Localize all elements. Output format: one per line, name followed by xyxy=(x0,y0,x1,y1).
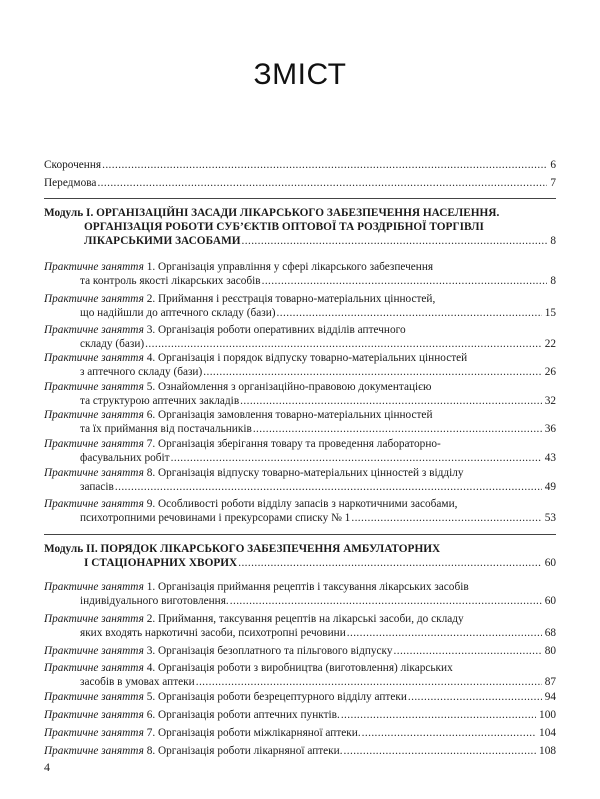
toc-page-number: 32 xyxy=(544,395,556,407)
lesson-title: Організація безоплатного та пільгового відпуску xyxy=(158,645,393,657)
toc-entry-practical-lesson[interactable] xyxy=(44,744,556,758)
toc-entry-practical-lesson[interactable] xyxy=(44,690,556,704)
toc-entry-practical-lesson[interactable] xyxy=(44,437,556,465)
lesson-title: Організація роботи безрецептурного відділу аптеки xyxy=(158,691,407,703)
lesson-number: 7. xyxy=(146,438,156,450)
lesson-title-cont: запасів xyxy=(80,481,114,493)
toc-entry-practical-lesson[interactable] xyxy=(44,380,556,408)
toc-page-number: 49 xyxy=(544,481,556,493)
lesson-number: 2. xyxy=(146,293,156,305)
leader-dots xyxy=(277,306,542,320)
leader-dots xyxy=(362,726,536,740)
toc-page-number: 15 xyxy=(544,307,556,319)
lesson-prefix: Практичне заняття xyxy=(44,438,144,450)
divider xyxy=(44,198,556,199)
leader-dots xyxy=(341,708,536,722)
lesson-number: 8. xyxy=(146,467,156,479)
lesson-title-cont: та структурою аптечних закладів xyxy=(80,395,240,407)
toc-page-number: 26 xyxy=(544,366,556,378)
toc-entry-practical-lesson[interactable] xyxy=(44,708,556,722)
leader-dots xyxy=(344,744,537,758)
toc-page-number: 60 xyxy=(544,595,556,607)
divider xyxy=(44,534,556,535)
lesson-title: Організація роботи з виробництва (виготовлення) лікарських xyxy=(158,662,453,674)
lesson-title: Організація роботи оперативних відділів аптечного xyxy=(158,324,406,336)
lesson-title-cont: психотропними речовинами і прекурсорами списку № 1 xyxy=(80,512,351,524)
toc-entry-module-2[interactable] xyxy=(44,542,556,570)
module-title-line: І СТАЦІОНАРНИХ ХВОРИХ xyxy=(84,557,238,569)
lesson-prefix: Практичне заняття xyxy=(44,581,144,593)
lesson-prefix: Практичне заняття xyxy=(44,645,144,657)
toc-entry-practical-lesson[interactable] xyxy=(44,497,556,525)
lesson-title: Ознайомлення з організаційно-правовою документацією xyxy=(158,381,432,393)
lesson-title-cont: індивідуального виготовлення. xyxy=(80,595,229,607)
toc-page-number: 7 xyxy=(550,177,556,189)
lesson-number: 1. xyxy=(146,261,156,273)
lesson-number: 7. xyxy=(146,727,156,739)
lesson-number: 3. xyxy=(146,324,156,336)
lesson-prefix: Практичне заняття xyxy=(44,662,144,674)
leader-dots xyxy=(145,337,542,351)
lesson-title: Організація приймання рецептів і таксування лікарських засобів xyxy=(158,581,469,593)
leader-dots xyxy=(262,274,548,288)
lesson-prefix: Практичне заняття xyxy=(44,727,144,739)
lesson-prefix: Практичне заняття xyxy=(44,409,144,421)
toc-entry-practical-lesson[interactable] xyxy=(44,612,556,640)
toc-page-number: 87 xyxy=(544,676,556,688)
toc-page-number: 60 xyxy=(544,557,556,569)
toc-entry-practical-lesson[interactable] xyxy=(44,661,556,689)
toc-page-number: 68 xyxy=(544,627,556,639)
toc-entry-practical-lesson[interactable] xyxy=(44,408,556,436)
leader-dots xyxy=(203,365,541,379)
lesson-number: 2. xyxy=(146,613,156,625)
toc-entry-label: Передмова xyxy=(44,177,97,189)
leader-dots xyxy=(171,451,542,465)
toc-entry-practical-lesson[interactable] xyxy=(44,351,556,379)
toc-entry-abbreviations[interactable] xyxy=(44,158,556,172)
lesson-prefix: Практичне заняття xyxy=(44,467,144,479)
toc-entry-practical-lesson[interactable] xyxy=(44,323,556,351)
toc-page-number: 94 xyxy=(544,691,556,703)
lesson-number: 4. xyxy=(146,352,156,364)
lesson-prefix: Практичне заняття xyxy=(44,691,144,703)
leader-dots xyxy=(253,422,542,436)
leader-dots xyxy=(115,480,542,494)
lesson-title-cont: яких входять наркотичні засоби, психотропні речовини xyxy=(80,627,346,639)
lesson-number: 4. xyxy=(146,662,156,674)
lesson-number: 6. xyxy=(146,709,156,721)
leader-dots xyxy=(347,626,542,640)
leader-dots xyxy=(196,675,542,689)
lesson-number: 8. xyxy=(146,745,156,757)
lesson-title: Організація і порядок відпуску товарно-матеріальних цінностей xyxy=(158,352,468,364)
leader-dots xyxy=(230,594,542,608)
lesson-title-cont: засобів в умовах аптеки xyxy=(80,676,195,688)
lesson-number: 1. xyxy=(146,581,156,593)
lesson-title: Організація управління у сфері лікарського забезпечення xyxy=(158,261,434,273)
lesson-title: Організація роботи міжлікарняної аптеки. xyxy=(158,727,361,739)
toc-entry-practical-lesson[interactable] xyxy=(44,260,556,288)
toc-page-number: 8 xyxy=(550,275,556,287)
lesson-title-cont: фасувальних робіт xyxy=(80,452,170,464)
lesson-title-cont: з аптечного складу (бази) xyxy=(80,366,203,378)
toc-entry-practical-lesson[interactable] xyxy=(44,726,556,740)
leader-dots xyxy=(240,394,542,408)
lesson-prefix: Практичне заняття xyxy=(44,293,144,305)
toc-entry-practical-lesson[interactable] xyxy=(44,466,556,494)
lesson-title: Організація зберігання товару та проведення лабораторно- xyxy=(158,438,441,450)
toc-page-number: 36 xyxy=(544,423,556,435)
leader-dots xyxy=(351,511,541,525)
toc-page-number: 80 xyxy=(544,645,556,657)
toc-entry-practical-lesson[interactable] xyxy=(44,292,556,320)
toc-page-number: 43 xyxy=(544,452,556,464)
module-title-line: Модуль І. ОРГАНІЗАЦІЙНІ ЗАСАДИ ЛІКАРСЬКОГО ЗАБЕЗПЕЧЕННЯ НАСЕЛЕННЯ. xyxy=(44,207,500,219)
toc-entry-module-1[interactable] xyxy=(44,206,556,248)
leader-dots xyxy=(242,234,548,248)
lesson-number: 6. xyxy=(146,409,156,421)
leader-dots xyxy=(97,176,547,190)
leader-dots xyxy=(408,690,542,704)
lesson-prefix: Практичне заняття xyxy=(44,498,144,510)
lesson-prefix: Практичне заняття xyxy=(44,324,144,336)
lesson-number: 9. xyxy=(146,498,156,510)
leader-dots xyxy=(394,644,542,658)
lesson-prefix: Практичне заняття xyxy=(44,261,144,273)
toc-page-number: 100 xyxy=(539,709,556,721)
module-title-line: Модуль ІІ. ПОРЯДОК ЛІКАРСЬКОГО ЗАБЕЗПЕЧЕННЯ АМБУЛАТОРНИХ xyxy=(44,543,441,555)
lesson-title-cont: та їх приймання від постачальників xyxy=(80,423,252,435)
toc-entry-label: Скорочення xyxy=(44,159,102,171)
toc-entry-practical-lesson[interactable] xyxy=(44,580,556,608)
lesson-title: Особливості роботи відділу запасів з наркотичними засобами, xyxy=(158,498,458,510)
lesson-number: 5. xyxy=(146,691,156,703)
lesson-title-cont: що надійшли до аптечного складу (бази) xyxy=(80,307,276,319)
toc-page-number: 53 xyxy=(544,512,556,524)
toc-page-number: 22 xyxy=(544,338,556,350)
toc-entry-practical-lesson[interactable] xyxy=(44,644,556,658)
lesson-title-cont: та контроль якості лікарських засобів xyxy=(80,275,261,287)
lesson-title: Приймання і реєстрація товарно-матеріальних цінностей, xyxy=(158,293,436,305)
lesson-title-cont: складу (бази) xyxy=(80,338,145,350)
toc-page-number: 6 xyxy=(550,159,556,171)
module-title-line: ЛІКАРСЬКИМИ ЗАСОБАМИ xyxy=(84,235,241,247)
page-number: 4 xyxy=(44,760,50,774)
toc-page-number: 104 xyxy=(539,727,556,739)
lesson-prefix: Практичне заняття xyxy=(44,352,144,364)
leader-dots xyxy=(238,556,541,570)
lesson-title: Організація відпуску товарно-матеріальних цінностей з відділу xyxy=(158,467,464,479)
lesson-prefix: Практичне заняття xyxy=(44,381,144,393)
lesson-prefix: Практичне заняття xyxy=(44,613,144,625)
lesson-prefix: Практичне заняття xyxy=(44,745,144,757)
leader-dots xyxy=(102,158,547,172)
page-title: ЗМІСТ xyxy=(253,58,347,91)
lesson-number: 3. xyxy=(146,645,156,657)
lesson-number: 5. xyxy=(146,381,156,393)
lesson-prefix: Практичне заняття xyxy=(44,709,144,721)
lesson-title: Організація замовлення товарно-матеріальних цінностей xyxy=(158,409,433,421)
toc-page-number: 8 xyxy=(550,235,556,247)
lesson-title: Приймання, таксування рецептів на лікарські засоби, до складу xyxy=(158,613,464,625)
lesson-title: Організація роботи аптечних пунктів. xyxy=(158,709,340,721)
toc-page-number: 108 xyxy=(539,745,556,757)
toc-entry-preface[interactable] xyxy=(44,176,556,190)
module-title-line: ОРГАНІЗАЦІЯ РОБОТИ СУБ’ЄКТІВ ОПТОВОЇ ТА РОЗДРІБНОЇ ТОРГІВЛІ xyxy=(84,221,484,233)
lesson-title: Організація роботи лікарняної аптеки. xyxy=(158,745,343,757)
